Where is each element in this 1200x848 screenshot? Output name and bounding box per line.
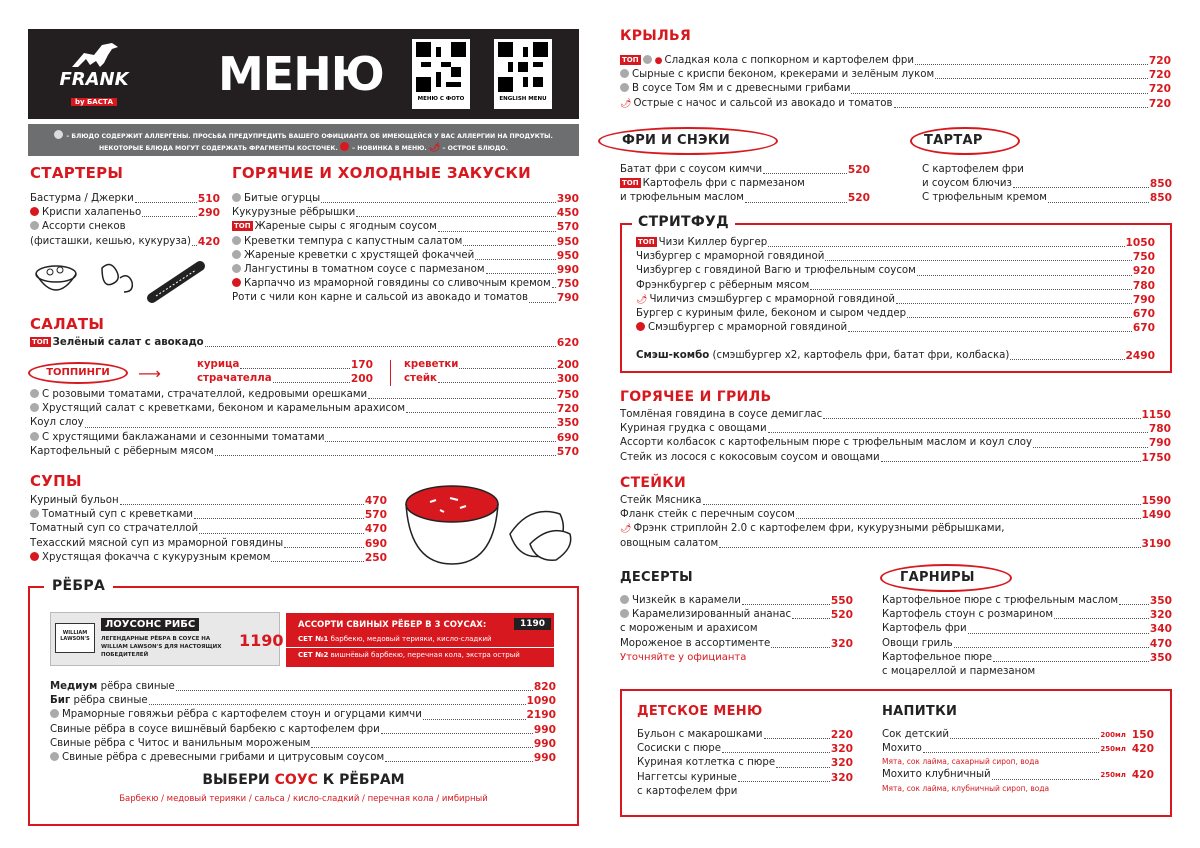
chili-icon: 🌶 — [636, 294, 648, 305]
top-badge: ТОП — [234, 222, 251, 231]
ribs-list — [50, 680, 556, 765]
drinks-title: НАПИТКИ — [882, 704, 958, 719]
menu-item: ТОП Картофель фри с пармезаном — [622, 178, 805, 190]
menu-item: Ассорти колбасок с картофельным пюре с трюфельным маслом и коул слоу 790 — [620, 437, 1171, 450]
allergen-icon — [232, 250, 241, 259]
menu-item: Бастурма / Джерки 510 — [30, 193, 220, 205]
menu-item: с мороженым и арахисом — [620, 623, 758, 635]
dinosaur-icon — [64, 41, 124, 71]
topping-item: стейк 300 — [404, 373, 579, 386]
allergen-icon — [620, 595, 629, 604]
menu-item: Креветки темпура с капустным салатом 950 — [232, 235, 579, 249]
desserts-note: Уточняйте у официанта — [620, 652, 747, 663]
menu-item: Фланк стейк с перечным соусом 1490 — [620, 509, 1171, 522]
menu-item: В соусе Том Ям и с древесными грибами 720 — [620, 82, 1171, 96]
chili-icon: ● — [654, 56, 663, 66]
menu-item: Бульон с макарошками 220 — [637, 729, 853, 741]
menu-item: Сырные с криспи беконом, крекерами и зелёным луком 720 — [620, 68, 1171, 82]
menu-item: ТОП ● Сладкая кола с попкорном и картофелем фри 720 — [622, 55, 1171, 67]
menu-item: Криспи халапеньо 290 — [30, 206, 220, 220]
menu-item: Бургер с куриным филе, беконом и сыром чеддер 670 — [636, 308, 1155, 321]
grill-list — [620, 408, 1171, 465]
new-icon — [636, 322, 645, 331]
menu-item: Картофельное пюре с трюфельным маслом 350 — [882, 595, 1172, 607]
desserts-list — [620, 594, 853, 651]
wings-title: КРЫЛЬЯ — [620, 28, 692, 44]
snacks-illustration — [32, 258, 222, 306]
menu-title: МЕНЮ — [218, 47, 384, 101]
qr-photo-menu[interactable]: МЕНЮ С ФОТО — [412, 39, 470, 109]
allergen-icon — [30, 221, 39, 230]
menu-item: (фисташки, кешью, кукуруза) 420 — [30, 235, 220, 248]
toppings-divider — [390, 360, 391, 386]
drink-note: Мята, сок лайма, клубничный сироп, вода — [882, 783, 1050, 793]
allergen-icon — [30, 509, 39, 518]
menu-item: Картофель фри 340 — [882, 623, 1172, 636]
toppings-label: ТОППИНГИ — [28, 362, 128, 384]
header-banner — [28, 29, 579, 119]
lawsons-badge: WILLIAM LAWSON'S — [55, 623, 95, 653]
menu-item: Куриная котлетка с пюре 320 — [637, 757, 853, 770]
allergen-icon — [50, 752, 59, 761]
menu-item: Картофель стоун с розмарином 320 — [882, 609, 1172, 622]
menu-item: Техасский мясной суп из мраморной говядины 690 — [30, 537, 387, 550]
grill-title: ГОРЯЧЕЕ И ГРИЛЬ — [620, 389, 772, 405]
sauce-list: Барбекю / медовый терияки / сальса / кисло-сладкий / перечная кола / имбирный — [119, 794, 488, 804]
menu-item: Карамелизированный ананас 520 — [620, 608, 853, 622]
top-badge: ТОП — [622, 179, 639, 188]
ribs-assort-card: АССОРТИ СВИНЫХ РЁБЕР В 3 СОУСАХ: 1190 СЕТ №1 барбекю, медовый терияки, кисло-сладкий СЕТ №2 вишнёвый барбекю, перечная кола, экстра острый — [286, 613, 554, 667]
menu-item: Картофельное пюре 350 — [882, 651, 1172, 664]
new-icon — [232, 278, 241, 287]
menu-item: Чизбургер с говядиной Вагю и трюфельным соусом 920 — [636, 265, 1155, 278]
menu-item: 🌶 Острые с начос и сальсой из авокадо и томатов 720 — [620, 97, 1171, 110]
allergen-icon — [620, 609, 629, 618]
menu-item: С трюфельным кремом 850 — [922, 192, 1172, 205]
menu-item: Чизкейк в карамели 550 — [620, 594, 853, 608]
soups-title: СУПЫ — [30, 472, 82, 490]
chili-icon: 🌶 — [620, 98, 632, 109]
starters-list — [30, 192, 220, 249]
wings-list — [620, 54, 1171, 111]
menu-item: ТОП Чизи Киллер бургер 1050 — [638, 237, 1155, 249]
menu-item: Сосиски с пюре 320 — [637, 743, 853, 756]
combo-row: Смэш-комбо (смэшбургер х2, картофель фри, батат фри, колбаска) 2490 — [636, 350, 1155, 362]
chili-icon: 🌶 — [620, 524, 632, 535]
toppings-left — [197, 358, 373, 386]
menu-item: ТОП Жареные сыры с ягодным соусом 570 — [234, 221, 579, 234]
ribs-promo-price: 1190 — [239, 631, 284, 650]
menu-item: Мраморные говяжьи рёбра с картофелем стоун и огурцами кимчи 2190 — [50, 708, 556, 722]
menu-item: Жареные креветки с хрустящей фокаччей 950 — [232, 249, 579, 263]
menu-item: Стейк из лосося с кокосовым соусом и овощами 1750 — [620, 451, 1171, 464]
menu-item: С хрустящими баклажанами и сезонными томатами 690 — [30, 431, 579, 445]
menu-item: Хрустящий салат с креветками, беконом и карамельным арахисом 720 — [30, 402, 579, 416]
desserts-title: ДЕСЕРТЫ — [620, 570, 693, 585]
ribs-promo-text: ЛЕГЕНДАРНЫЕ РЁБРА В СОУСЕ НА WILLIAM LAWSON'S ДЛЯ НАСТОЯЩИХ ПОБЕДИТЕЛЕЙ — [101, 636, 222, 658]
soup-illustration — [400, 474, 580, 568]
allergen-icon — [620, 83, 629, 92]
qr-code-icon — [498, 42, 548, 92]
drink-row: Мохито 250мл 420 — [882, 743, 1154, 756]
menu-item: Томлёная говядина в соусе демиглас 1150 — [620, 409, 1171, 421]
menu-item: Смэшбургер с мраморной говядиной 670 — [636, 321, 1155, 335]
menu-item: Батат фри с соусом кимчи 520 — [620, 164, 870, 176]
assort-price: 1190 — [514, 618, 551, 630]
top-badge: ТОП — [622, 56, 639, 64]
garnish-title: ГАРНИРЫ — [900, 570, 975, 585]
menu-item: Свиные рёбра с древесными грибами и цитрусовым соусом 990 — [50, 751, 556, 765]
menu-item: Битые огурцы 390 — [232, 192, 579, 206]
kids-list — [637, 728, 853, 799]
menu-item: 🌶 Фрэнк стриплойн 2.0 с картофелем фри, кукурузными рёбрышками, — [620, 522, 1171, 536]
soup-bowl-icon — [400, 474, 580, 568]
hot-cold-list — [232, 192, 579, 306]
starters-title: СТАРТЕРЫ — [30, 164, 124, 182]
menu-item: Куриный бульон 470 — [30, 495, 387, 507]
qr-code-icon — [416, 42, 466, 92]
menu-item: Ассорти снеков — [30, 220, 220, 234]
tartar-list — [922, 163, 1172, 206]
qr-english-menu[interactable]: ENGLISH MENU — [494, 39, 552, 109]
menu-item: Стейк Мясника 1590 — [620, 495, 1171, 507]
tartar-title: ТАРТАР — [924, 133, 983, 148]
menu-item: Картофельный с рёберным мясом 570 — [30, 445, 579, 458]
menu-item: с моцареллой и пармезаном — [882, 666, 1036, 678]
new-icon — [340, 142, 349, 151]
steaks-title: СТЕЙКИ — [620, 475, 687, 491]
salad-top-item: ТОП Зелёный салат с авокадо 620 — [32, 337, 579, 349]
menu-item: Роти с чили кон карне и сальсой из авокадо и томатов 790 — [232, 292, 579, 305]
menu-item: Овощи гриль 470 — [882, 637, 1172, 650]
menu-item: Томатный суп со страчателлой 470 — [30, 523, 387, 536]
ribs-promo-card — [50, 612, 284, 666]
topping-item: страчателла 200 — [197, 373, 373, 386]
menu-item: С розовыми томатами, страчателлой, кедровыми орешками 750 — [30, 388, 579, 402]
allergen-notice: – БЛЮДО СОДЕРЖИТ АЛЛЕРГЕНЫ. ПРОСЬБА ПРЕДУПРЕДИТЬ ВАШЕГО ОФИЦИАНТА ОБ ИМЕЮЩЕЙСЯ У ВАС АЛЛЕРГИИ НА ПРОДУКТЫ. НЕКОТОРЫЕ БЛЮДА МОГУТ СОДЕРЖАТЬ ФРАГМЕНТЫ КОСТОЧЕК. – НОВИНКА В МЕНЮ. 🌶 – ОСТРОЕ БЛЮДО. — [28, 124, 579, 156]
menu-item: Мороженое в ассортименте 320 — [620, 637, 853, 650]
drink-note: Мята, сок лайма, сахарный сироп, вода — [882, 757, 1040, 767]
allergen-icon — [30, 403, 39, 412]
salads-list — [30, 388, 579, 459]
drinks-list — [882, 728, 1154, 795]
salads-title: САЛАТЫ — [30, 315, 105, 333]
top-badge: ТОП — [32, 338, 49, 346]
menu-item: с картофелем фри — [637, 785, 738, 797]
fries-title: ФРИ И СНЭКИ — [622, 133, 730, 148]
kids-title: ДЕТСКОЕ МЕНЮ — [637, 704, 763, 719]
frank-logo: FRANK by БАСТА — [56, 41, 132, 105]
menu-item: 🌶 Чиличиз смэшбургер с мраморной говядиной 790 — [636, 293, 1155, 306]
menu-item: Кукурузные рёбрышки 450 — [232, 207, 579, 220]
arrow-icon: ⟶ — [138, 364, 161, 383]
allergen-icon — [30, 432, 39, 441]
menu-item: Коул слоу 350 — [30, 417, 579, 430]
menu-item: Медиум рёбра свиные 820 — [50, 681, 556, 693]
snack-bowl-icon — [32, 258, 222, 306]
drink-row: Мохито клубничный 250мл 420 — [882, 769, 1154, 782]
garnish-list — [882, 594, 1172, 679]
hot-cold-title: ГОРЯЧИЕ И ХОЛОДНЫЕ ЗАКУСКИ — [232, 164, 531, 182]
allergen-icon — [643, 55, 652, 64]
menu-item: и соусом блючиз 850 — [922, 178, 1172, 191]
new-icon — [30, 552, 39, 561]
menu-item: овощным салатом 3190 — [620, 537, 1171, 550]
allergen-icon — [30, 389, 39, 398]
chili-icon: 🌶 — [428, 143, 441, 153]
allergen-icon — [232, 193, 241, 202]
toppings-right — [404, 358, 579, 386]
allergen-icon — [620, 69, 629, 78]
sauce-heading: ВЫБЕРИ СОУС К РЁБРАМ — [202, 772, 405, 788]
steaks-list — [620, 494, 1171, 551]
soups-list — [30, 494, 387, 565]
allergen-icon — [232, 236, 241, 245]
menu-item: Чизбургер с мраморной говядиной 750 — [636, 251, 1155, 264]
drink-row: Сок детский 200мл 150 — [882, 729, 1154, 741]
ribs-title: РЁБРА — [44, 578, 113, 594]
menu-item: Лангустины в томатном соусе с пармезаном 990 — [232, 263, 579, 277]
allergen-icon — [232, 264, 241, 273]
ribs-promo-title: ЛОУСОНС РИБС — [101, 618, 199, 631]
streetfood-list — [636, 236, 1155, 335]
menu-item: Карпаччо из мраморной говядины со сливочным кремом 750 — [232, 277, 579, 291]
menu-item: Свиные рёбра с Читос и ванильным мороженым 990 — [50, 737, 556, 750]
menu-item: Хрустящая фокачча с кукурузным кремом 250 — [30, 551, 387, 565]
new-icon — [30, 207, 39, 216]
allergen-icon — [50, 709, 59, 718]
topping-item: креветки 200 — [404, 359, 579, 371]
fries-list — [620, 163, 870, 206]
menu-item: С картофелем фри — [922, 164, 1024, 175]
streetfood-title: СТРИТФУД — [632, 214, 735, 230]
menu-item: Фрэнкбургер с рёберным мясом 780 — [636, 279, 1155, 292]
menu-item: Наггетсы куриные 320 — [637, 771, 853, 784]
allergen-icon — [54, 130, 63, 139]
menu-item: Биг рёбра свиные 1090 — [50, 695, 556, 708]
menu-item: Томатный суп с креветками 570 — [30, 508, 387, 522]
topping-item: курица 170 — [197, 359, 373, 371]
menu-item: Куриная грудка с овощами 780 — [620, 423, 1171, 436]
menu-item: Свиные рёбра в соусе вишнёвый барбекю с картофелем фри 990 — [50, 723, 556, 736]
top-badge: ТОП — [638, 238, 655, 246]
menu-item: и трюфельным маслом 520 — [620, 192, 870, 205]
